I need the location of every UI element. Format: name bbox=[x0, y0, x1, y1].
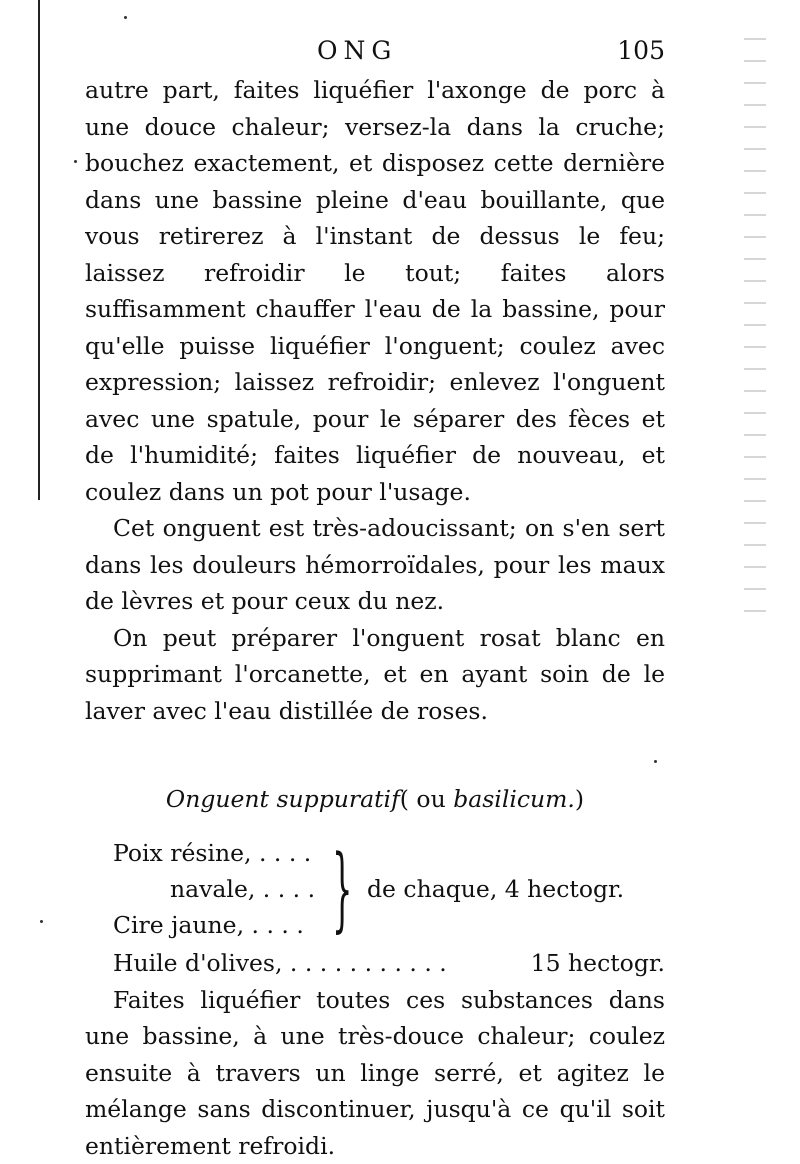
ingredient-list bbox=[85, 835, 665, 947]
ink-speck bbox=[40, 920, 43, 923]
paragraph-continuation: autre part, faites liquéfier l'axonge de porc à une douce chaleur; versez-la dans la cruche; bouchez exactement, et disposez cette dernière dans une bassine pleine d'eau bouillante, que vous retirerez à l'instant de dessus le feu; laissez refroidir le tout; faites alors suffisamment chauffer l'eau de la bassine, pour qu'elle puisse liquéfier l'onguent; coulez avec expression; laissez refroidir; enlevez l'onguent avec une spatule, pour le séparer des fèces et de l'humidité; faites liquéfier de nouveau, et coulez dans un pot pour l'usage. bbox=[85, 72, 665, 510]
section-title-alt: basilicum. bbox=[453, 785, 575, 813]
ingredient-cire-jaune: Cire jaune, . . . . bbox=[113, 907, 304, 944]
ink-speck bbox=[74, 160, 77, 163]
ingredient-poix-navale: navale, . . . . bbox=[170, 871, 315, 908]
binding-edge-rule bbox=[38, 0, 40, 500]
paragraph-usage: Cet onguent est très-adoucissant; on s'en sert dans les douleurs hémorroïdales, pour les maux de lèvres et pour ceux du nez. bbox=[85, 510, 665, 620]
running-title: ONG bbox=[317, 36, 397, 65]
section-title-paren-close: ) bbox=[575, 785, 584, 813]
paragraph-instructions: Faites liquéfier toutes ces substances dans une bassine, à une très-douce chaleur; coulez ensuite à travers un linge serré, et agitez le mélange sans discontinuer, jusqu'à ce qu'il soit entièrement refroidi. bbox=[85, 982, 665, 1164]
ingredient-huile-olives-row bbox=[85, 945, 665, 982]
grouped-quantity: de chaque, 4 hectogr. bbox=[367, 871, 624, 908]
page-header bbox=[85, 36, 665, 72]
section-title-main: Onguent suppuratif bbox=[166, 785, 400, 813]
grouping-brace: } bbox=[332, 839, 352, 939]
page-number: 105 bbox=[617, 36, 665, 65]
ink-speck bbox=[124, 16, 127, 19]
section-title bbox=[85, 781, 665, 817]
ingredient-huile-olives: Huile d'olives, . . . . . . . . . . . bbox=[85, 945, 447, 982]
section-title-paren-open: ( ou bbox=[400, 785, 453, 813]
paragraph-variant: On peut préparer l'onguent rosat blanc en supprimant l'orcanette, et en ayant soin de le laver avec l'eau distillée de roses. bbox=[85, 620, 665, 730]
book-page bbox=[85, 36, 665, 1164]
ingredient-poix-resine: Poix résine, . . . . bbox=[113, 835, 311, 872]
huile-quantity: 15 hectogr. bbox=[531, 945, 665, 982]
page-edge-bleedthrough bbox=[744, 38, 766, 628]
